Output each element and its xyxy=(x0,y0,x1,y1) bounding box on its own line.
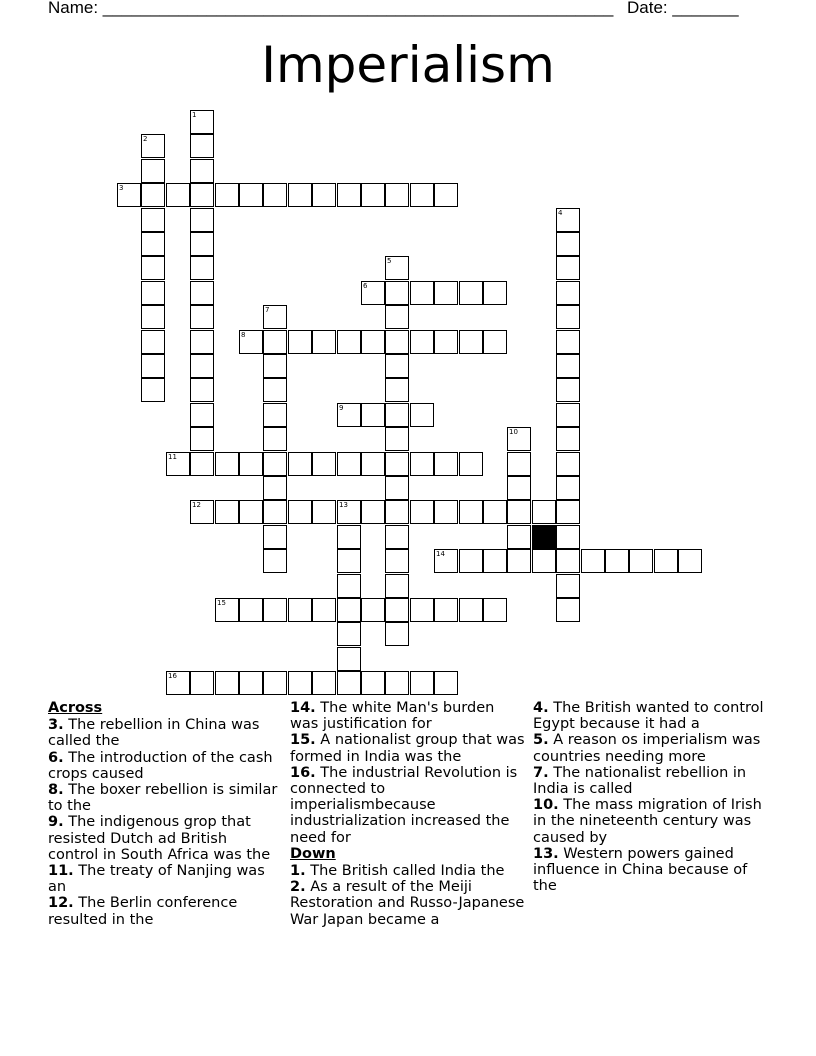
grid-cell[interactable] xyxy=(337,549,361,573)
grid-cell[interactable] xyxy=(312,598,336,622)
grid-cell[interactable] xyxy=(166,671,190,695)
grid-cell[interactable] xyxy=(288,671,312,695)
grid-cell[interactable] xyxy=(215,598,239,622)
grid-cell[interactable] xyxy=(459,598,483,622)
clue-number: 11 xyxy=(168,453,177,461)
grid-cell[interactable] xyxy=(141,159,165,183)
grid-cell[interactable] xyxy=(410,281,434,305)
grid-cell[interactable] xyxy=(556,403,580,427)
clue-across-8: 8. The boxer rebellion is similar to the xyxy=(48,782,278,815)
grid-cell[interactable] xyxy=(190,378,214,402)
grid-cell[interactable] xyxy=(385,549,409,573)
grid-cell[interactable] xyxy=(337,574,361,598)
grid-cell[interactable] xyxy=(434,452,458,476)
grid-cell[interactable] xyxy=(507,549,531,573)
grid-cell[interactable] xyxy=(337,452,361,476)
grid-cell[interactable] xyxy=(263,476,287,500)
grid-cell[interactable] xyxy=(385,598,409,622)
grid-cell[interactable] xyxy=(312,330,336,354)
grid-cell[interactable] xyxy=(581,549,605,573)
grid-cell[interactable] xyxy=(385,476,409,500)
grid-cell[interactable] xyxy=(141,305,165,329)
grid-cell[interactable] xyxy=(190,500,214,524)
grid-cell[interactable] xyxy=(385,281,409,305)
grid-cell[interactable] xyxy=(361,403,385,427)
grid-cell[interactable] xyxy=(385,671,409,695)
grid-cell[interactable] xyxy=(239,330,263,354)
grid-cell[interactable] xyxy=(141,330,165,354)
grid-cell[interactable] xyxy=(337,671,361,695)
clue-number: 6 xyxy=(363,282,368,290)
grid-cell[interactable] xyxy=(312,500,336,524)
grid-cell[interactable] xyxy=(263,354,287,378)
grid-cell[interactable] xyxy=(410,598,434,622)
grid-cell[interactable] xyxy=(190,110,214,134)
grid-cell[interactable] xyxy=(556,525,580,549)
grid-cell[interactable] xyxy=(483,330,507,354)
grid-cell[interactable] xyxy=(263,525,287,549)
name-field[interactable]: Name: ______________________________________________________ xyxy=(48,0,614,17)
clue-down-10: 10. The mass migration of Irish in the nineteenth century was caused by xyxy=(533,797,762,846)
grid-cell[interactable] xyxy=(410,330,434,354)
clue-across-11: 11. The treaty of Nanjing was an xyxy=(48,863,265,896)
grid-cell[interactable] xyxy=(263,305,287,329)
grid-cell[interactable] xyxy=(215,183,239,207)
grid-cell[interactable] xyxy=(190,427,214,451)
grid-cell[interactable] xyxy=(190,671,214,695)
blocked-cell xyxy=(532,525,556,549)
grid-cell[interactable] xyxy=(459,281,483,305)
grid-cell[interactable] xyxy=(385,500,409,524)
grid-cell[interactable] xyxy=(337,525,361,549)
grid-cell[interactable] xyxy=(312,452,336,476)
grid-cell[interactable] xyxy=(190,134,214,158)
grid-cell[interactable] xyxy=(385,452,409,476)
grid-cell[interactable] xyxy=(263,183,287,207)
grid-cell[interactable] xyxy=(141,281,165,305)
grid-cell[interactable] xyxy=(361,281,385,305)
grid-cell[interactable] xyxy=(385,403,409,427)
grid-cell[interactable] xyxy=(190,403,214,427)
grid-cell[interactable] xyxy=(507,500,531,524)
grid-cell[interactable] xyxy=(337,183,361,207)
grid-cell[interactable] xyxy=(361,671,385,695)
clue-number: 4 xyxy=(558,209,563,217)
grid-cell[interactable] xyxy=(410,403,434,427)
clue-across-14: 14. The white Man's burden was justification for xyxy=(290,700,495,733)
grid-cell[interactable] xyxy=(239,452,263,476)
grid-cell[interactable] xyxy=(288,598,312,622)
clue-across-12: 12. The Berlin conference resulted in the xyxy=(48,895,238,928)
clue-number: 14 xyxy=(436,550,445,558)
grid-cell[interactable] xyxy=(190,256,214,280)
grid-cell[interactable] xyxy=(605,549,629,573)
grid-cell[interactable] xyxy=(288,183,312,207)
grid-cell[interactable] xyxy=(385,330,409,354)
grid-cell[interactable] xyxy=(483,500,507,524)
date-field[interactable]: Date: _______ xyxy=(627,0,739,17)
grid-cell[interactable] xyxy=(459,500,483,524)
grid-cell[interactable] xyxy=(385,525,409,549)
clue-down-13: 13. Western powers gained influence in China because of the xyxy=(533,845,748,895)
grid-cell[interactable] xyxy=(507,427,531,451)
grid-cell[interactable] xyxy=(215,500,239,524)
grid-cell[interactable] xyxy=(483,281,507,305)
grid-cell[interactable] xyxy=(141,256,165,280)
grid-cell[interactable] xyxy=(434,671,458,695)
grid-cell[interactable] xyxy=(385,256,409,280)
grid-cell[interactable] xyxy=(288,500,312,524)
clue-across-15: 15. A nationalist group that was formed in India was the xyxy=(290,732,525,765)
grid-cell[interactable] xyxy=(507,476,531,500)
grid-cell[interactable] xyxy=(434,183,458,207)
clue-down-7: 7. The nationalist rebellion in India is called xyxy=(533,764,747,798)
grid-cell[interactable] xyxy=(263,549,287,573)
clues-column-3 xyxy=(533,700,765,894)
clue-across-9: 9. The indigenous grop that resisted Dutch ad British control in South Africa was the xyxy=(48,814,271,863)
grid-cell[interactable] xyxy=(556,232,580,256)
grid-cell[interactable] xyxy=(263,403,287,427)
grid-cell[interactable] xyxy=(556,598,580,622)
grid-cell[interactable] xyxy=(141,208,165,232)
across-heading: Across xyxy=(48,700,103,716)
grid-cell[interactable] xyxy=(678,549,702,573)
grid-cell[interactable] xyxy=(556,549,580,573)
grid-cell[interactable] xyxy=(337,330,361,354)
grid-cell[interactable] xyxy=(556,574,580,598)
grid-cell[interactable] xyxy=(629,549,653,573)
grid-cell[interactable] xyxy=(312,671,336,695)
grid-cell[interactable] xyxy=(654,549,678,573)
grid-cell[interactable] xyxy=(263,378,287,402)
clue-number: 13 xyxy=(339,501,348,509)
clue-number: 12 xyxy=(192,501,201,509)
grid-cell[interactable] xyxy=(190,183,214,207)
grid-cell[interactable] xyxy=(556,330,580,354)
grid-cell[interactable] xyxy=(361,452,385,476)
clue-down-1: 1. The British called India the xyxy=(290,863,505,880)
clue-across-6: 6. The introduction of the cash crops caused xyxy=(48,749,273,782)
grid-cell[interactable] xyxy=(190,330,214,354)
grid-cell[interactable] xyxy=(410,500,434,524)
grid-cell[interactable] xyxy=(190,354,214,378)
grid-cell[interactable] xyxy=(190,452,214,476)
clue-number: 9 xyxy=(339,404,344,412)
grid-cell[interactable] xyxy=(459,330,483,354)
page-title: Imperialism xyxy=(261,36,555,94)
grid-cell[interactable] xyxy=(215,452,239,476)
clue-across-16: 16. The industrial Revolution is connected to imperialismbecause industrialization increased the need for xyxy=(290,764,518,846)
grid-cell[interactable] xyxy=(434,598,458,622)
grid-cell[interactable] xyxy=(385,378,409,402)
grid-cell[interactable] xyxy=(385,574,409,598)
grid-cell[interactable] xyxy=(361,183,385,207)
grid-cell[interactable] xyxy=(556,305,580,329)
clue-down-4: 4. The British wanted to control Egypt because it had a xyxy=(533,700,764,733)
clue-number: 8 xyxy=(241,331,246,339)
clue-number: 2 xyxy=(143,135,148,143)
grid-cell[interactable] xyxy=(410,452,434,476)
grid-cell[interactable] xyxy=(385,427,409,451)
grid-cell[interactable] xyxy=(239,671,263,695)
grid-cell[interactable] xyxy=(361,500,385,524)
clue-number: 15 xyxy=(217,599,226,607)
grid-cell[interactable] xyxy=(337,598,361,622)
clue-down-2: 2. As a result of the Meiji Restoration and Russo-Japanese War Japan became a xyxy=(290,879,525,928)
grid-cell[interactable] xyxy=(410,183,434,207)
grid-cell[interactable] xyxy=(532,500,556,524)
grid-cell[interactable] xyxy=(166,183,190,207)
grid-cell[interactable] xyxy=(190,208,214,232)
grid-cell[interactable] xyxy=(556,208,580,232)
clues-column-2 xyxy=(290,700,526,928)
grid-cell[interactable] xyxy=(556,427,580,451)
grid-cell[interactable] xyxy=(556,452,580,476)
grid-cell[interactable] xyxy=(385,354,409,378)
grid-cell[interactable] xyxy=(312,183,336,207)
clue-down-5: 5. A reason os imperialism was countries needing more xyxy=(533,732,761,765)
grid-cell[interactable] xyxy=(337,647,361,671)
grid-cell[interactable] xyxy=(337,403,361,427)
grid-cell[interactable] xyxy=(141,134,165,158)
grid-cell[interactable] xyxy=(361,598,385,622)
grid-cell[interactable] xyxy=(263,330,287,354)
grid-cell[interactable] xyxy=(263,671,287,695)
down-heading: Down xyxy=(290,845,336,862)
grid-cell[interactable] xyxy=(385,183,409,207)
grid-cell[interactable] xyxy=(190,232,214,256)
grid-cell[interactable] xyxy=(483,598,507,622)
grid-cell[interactable] xyxy=(483,549,507,573)
grid-cell[interactable] xyxy=(141,354,165,378)
grid-cell[interactable] xyxy=(141,378,165,402)
clue-number: 10 xyxy=(509,428,518,436)
grid-cell[interactable] xyxy=(556,378,580,402)
grid-cell[interactable] xyxy=(117,183,141,207)
clue-number: 1 xyxy=(192,111,197,119)
grid-cell[interactable] xyxy=(385,305,409,329)
grid-cell[interactable] xyxy=(507,525,531,549)
grid-cell[interactable] xyxy=(337,500,361,524)
grid-cell[interactable] xyxy=(556,256,580,280)
grid-cell[interactable] xyxy=(141,232,165,256)
grid-cell[interactable] xyxy=(459,452,483,476)
clue-number: 5 xyxy=(387,257,392,265)
grid-cell[interactable] xyxy=(263,452,287,476)
grid-cell[interactable] xyxy=(361,330,385,354)
grid-cell[interactable] xyxy=(507,452,531,476)
grid-cell[interactable] xyxy=(190,281,214,305)
grid-cell[interactable] xyxy=(459,549,483,573)
grid-cell[interactable] xyxy=(385,622,409,646)
grid-cell[interactable] xyxy=(337,622,361,646)
grid-cell[interactable] xyxy=(239,598,263,622)
clue-number: 3 xyxy=(119,184,124,192)
grid-cell[interactable] xyxy=(263,500,287,524)
grid-cell[interactable] xyxy=(556,500,580,524)
grid-cell[interactable] xyxy=(434,500,458,524)
grid-cell[interactable] xyxy=(190,305,214,329)
clue-across-3: 3. The rebellion in China was called the xyxy=(48,717,260,750)
grid-cell[interactable] xyxy=(239,183,263,207)
grid-cell[interactable] xyxy=(288,452,312,476)
clues-column-1 xyxy=(48,700,280,928)
grid-cell[interactable] xyxy=(166,452,190,476)
grid-cell[interactable] xyxy=(190,159,214,183)
grid-cell[interactable] xyxy=(288,330,312,354)
grid-cell[interactable] xyxy=(556,476,580,500)
clue-number: 7 xyxy=(265,306,270,314)
grid-cell[interactable] xyxy=(141,183,165,207)
grid-cell[interactable] xyxy=(263,427,287,451)
grid-cell[interactable] xyxy=(556,281,580,305)
grid-cell[interactable] xyxy=(532,549,556,573)
grid-cell[interactable] xyxy=(215,671,239,695)
grid-cell[interactable] xyxy=(434,330,458,354)
grid-cell[interactable] xyxy=(434,549,458,573)
grid-cell[interactable] xyxy=(434,281,458,305)
grid-cell[interactable] xyxy=(556,354,580,378)
clue-number: 16 xyxy=(168,672,177,680)
grid-cell[interactable] xyxy=(410,671,434,695)
grid-cell[interactable] xyxy=(263,598,287,622)
grid-cell[interactable] xyxy=(239,500,263,524)
